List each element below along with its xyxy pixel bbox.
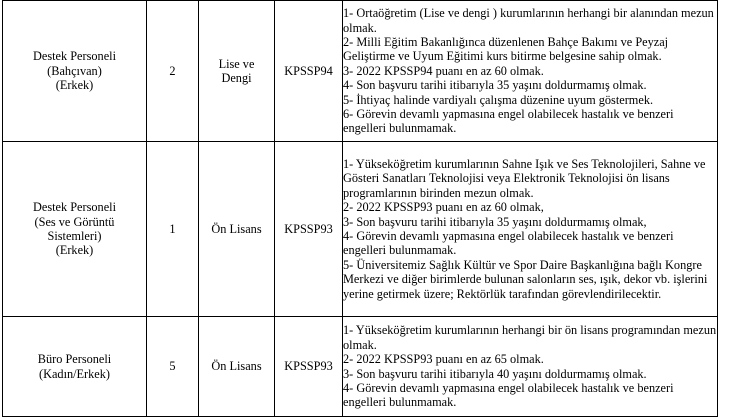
- table-row: [3, 142, 718, 317]
- requirements: 1- Ortaöğretim (Lise ve dengi ) kurumlarının herhangi bir alanından mezun olmak. 2- Milli Eğitim Bakanlığınca düzenlenen Bahçe Bakımı ve Peyzaj Geliştirme ve Uyum Eğitimi kurs bitirme belgesine sahip olmak. 3- 2022 KPSSP94 puanı en az 60 olmak. 4- Son başvuru tarihi itibarıyla 35 yaşını doldurmamış olmak. 5- İhtiyaç halinde vardiyalı çalışma düzenine uyum göstermek. 6- Görevin devamlı yapmasına engel olabilecek hastalık ve benzeri engelleri bulunmamak.: [343, 1, 718, 142]
- requirements: 1- Yükseköğretim kurumlarının Sahne Işık ve Ses Teknolojileri, Sahne ve Gösteri Sanatları Teknolojisi veya Elektronik Teknolojisi ön lisans programlarının birinden mezun olmak. 2- 2022 KPSSP93 puanı en az 60 olmak, 3- Son başvuru tarihi itibarıyla 35 yaşını doldurmamış olmak, 4- Görevin devamlı yapmasına engel olabilecek hastalık ve benzeri engelleri bulunmamak. 5- Üniversitemiz Sağlık Kültür ve Spor Daire Başkanlığına bağlı Kongre Merkezi ve diğer birimlerde bulunan salonların ses, ışık, dekor vb. işlerini yerine getirmek üzere; Rektörlük tarafından görevlendirilecektir.: [343, 142, 718, 317]
- position-title: Destek Personeli (Ses ve Görüntü Sistemleri) (Erkek): [3, 142, 147, 317]
- exam-score-type: KPSSP93: [275, 317, 343, 417]
- position-count: 2: [147, 1, 199, 142]
- table-row: [3, 317, 718, 417]
- job-positions-table: [2, 0, 718, 417]
- education-level: Ön Lisans: [199, 142, 275, 317]
- position-title: Destek Personeli (Bahçıvan) (Erkek): [3, 1, 147, 142]
- table-row: [3, 1, 718, 142]
- position-count: 1: [147, 142, 199, 317]
- position-title: Büro Personeli (Kadın/Erkek): [3, 317, 147, 417]
- education-level: Ön Lisans: [199, 317, 275, 417]
- exam-score-type: KPSSP94: [275, 1, 343, 142]
- requirements: 1- Yükseköğretim kurumlarının herhangi bir ön lisans programından mezun olmak. 2- 2022 KPSSP93 puanı en az 65 olmak. 3- Son başvuru tarihi itibarıyla 40 yaşını doldurmamış olmak. 4- Görevin devamlı yapmasına engel olabilecek hastalık ve benzeri engelleri bulunmamak.: [343, 317, 718, 417]
- education-level: Lise ve Dengi: [199, 1, 275, 142]
- exam-score-type: KPSSP93: [275, 142, 343, 317]
- position-count: 5: [147, 317, 199, 417]
